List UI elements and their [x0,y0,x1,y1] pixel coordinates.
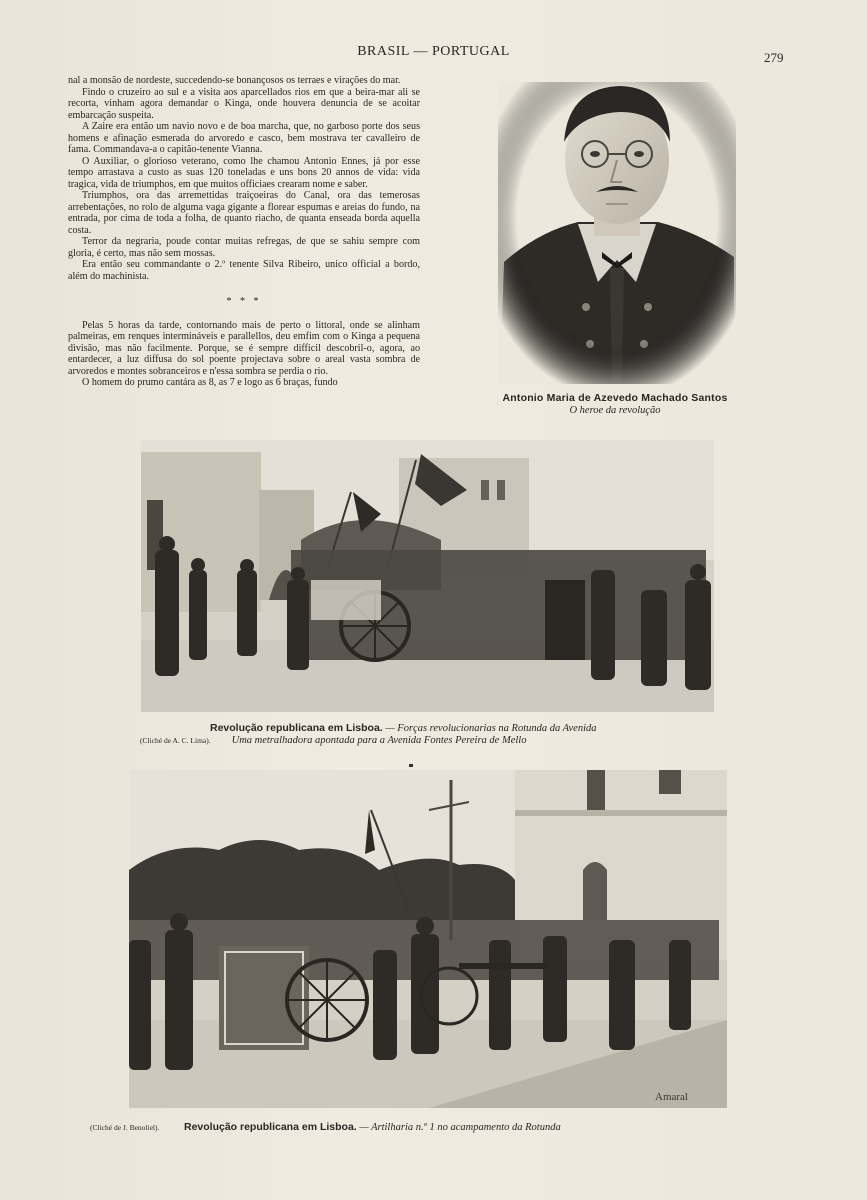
portrait-name: Antonio Maria de Azevedo Machado Santos [502,392,728,404]
article-paragraph: Pelas 5 horas da tarde, contornando mais de perto o littoral, onde se alinham palmeiras, em renques intermináveis e parallellos, deu emfim com o Kinga a pequena divisão, mas não facilmente. Porque, se é sempre difficil descobril-o, agora, ao entardecer, a luz diffusa do sol poente projectava sobre o areal vasta sombra de arvoredos e montes sobranceiros e n'essa sombra se perdia o rio. [68,319,420,377]
portrait-photo [498,82,736,384]
section-break: * * * [226,296,262,307]
photo-top-caption [140,722,720,746]
photo-revolutionary-forces [141,440,714,712]
photo-credit: (Cliché de A. C. Lima). [140,736,211,745]
article-paragraph: A Zaire era então um navio novo e de boa marcha, que, no garboso porte dos seus homens e afinação esmerada do arvoredo e casco, bem mostrava ter cavalleiro de fama. Commandava-a o capitão-tenente Vianna. [68,121,420,155]
photo-credit: (Cliché de J. Benoliel). [90,1123,160,1132]
photo-bottom-caption [90,1121,730,1133]
article-paragraph: Triumphos, ora das arremettidas traiçoeiras do Canal, ora das temerosas arrebentações, no rolo de alguma vaga gigante a florear espumas e areias do fundo, na entrada, por cima de toda a folha, de quanto riacho, de quanta enseada borda aquella costa. [68,190,420,236]
running-header: BRASIL — PORTUGAL [357,44,510,59]
article-column [68,75,420,389]
article-paragraph: O homem do prumo cantára as 8, as 7 e logo as 6 braças, fundo [82,377,338,388]
caption-text: — Artilharia n.º 1 no acampamento da Rotunda [359,1122,561,1133]
portrait-subtitle: O heroe da revolução [569,405,661,416]
portrait-caption [480,392,750,416]
article-paragraph: Terror da negraria, poude contar muitas refregas, de que se sahiu sempre com gloria, é certo, mas não sem mossas. [68,236,420,259]
print-mark [409,764,413,767]
caption-title: Revolução republicana em Lisboa. [183,1121,357,1133]
caption-title: Revolução republicana em Lisboa. [210,722,383,734]
article-paragraph: O Auxiliar, o glorioso veterano, como lhe chamou Antonio Ennes, já por esse tempo arrastava a custo as suas 120 toneladas e uns bons 20 annos de vida: vida tragica, vida de triumphos, em que muitos officiaes crearam nome e saber. [68,155,420,190]
photo-signature: Amaral [655,1091,688,1103]
article-paragraph: nal a monsão de nordeste, succedendo-se bonançosos os terraes e virações do mar. [68,75,401,86]
article-paragraph: Era então seu commandante o 2.º tenente Silva Ribeiro, unico official a bordo, além do machinista. [68,259,420,282]
caption-text-line2: Uma metralhadora apontada para a Avenida Fontes Pereira de Mello [231,735,527,746]
caption-text: — Forças revolucionarias na Rotunda da Avenida [385,723,597,734]
article-paragraph: Findo o cruzeiro ao sul e a visita aos aparcellados rios em que a beira-mar ali se recorta, vinham agora demandar o Kinga, onde houvera denuncia de se acoitar embarcação suspeita. [68,86,420,121]
page-number: 279 [764,50,784,65]
photo-artillery-camp [129,770,727,1108]
